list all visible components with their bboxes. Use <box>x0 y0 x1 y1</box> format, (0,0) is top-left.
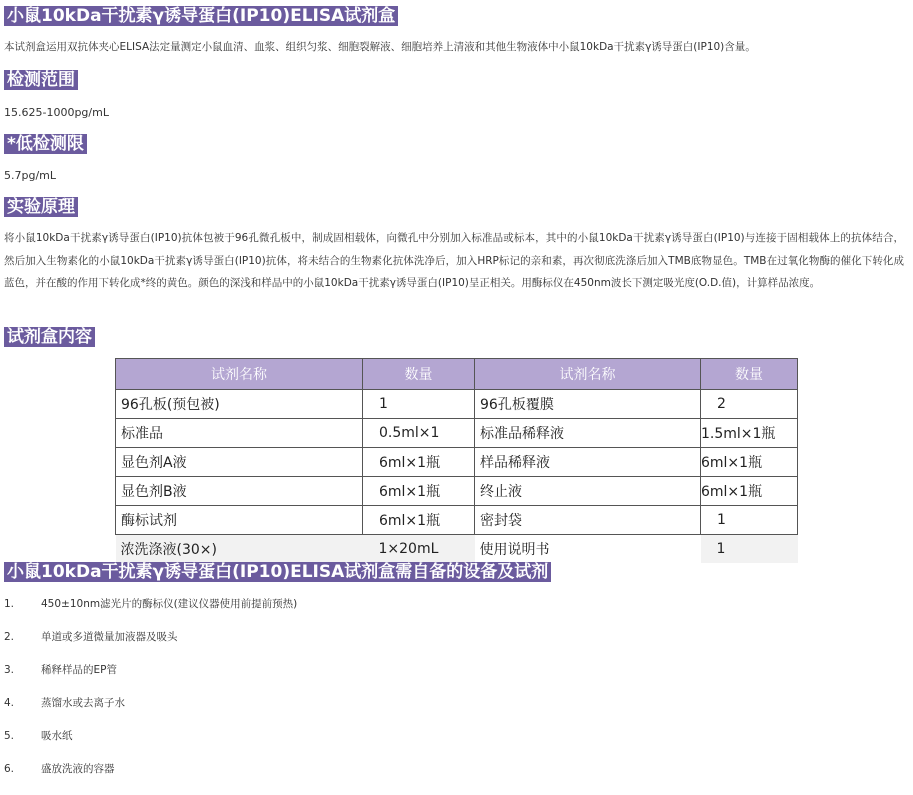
table-row <box>116 535 798 564</box>
table-cell: 1 <box>701 535 798 564</box>
table-cell: 6ml×1瓶 <box>701 477 798 506</box>
list-item-number: 5. <box>4 730 15 742</box>
list-item <box>4 762 297 795</box>
table-row <box>116 506 798 535</box>
table-cell: 1 <box>701 506 798 535</box>
table-cell: 1×20mL <box>363 535 475 564</box>
range-value: 15.625-1000pg/mL <box>4 106 109 119</box>
table-cell: 6ml×1瓶 <box>363 477 475 506</box>
table-header-row <box>116 359 798 390</box>
list-item-number: 2. <box>4 631 15 643</box>
list-item <box>4 597 297 630</box>
table-cell: 酶标试剂 <box>116 506 363 535</box>
principle-text: 将小鼠10kDa干扰素γ诱导蛋白(IP10)抗体包被于96孔微孔板中，制成固相载体，向微孔中分别加入标准品或标本，其中的小鼠10kDa干扰素γ诱导蛋白(IP10)与连接于固相载体上的抗体结合，然后加入生物素化的小鼠10kDa干扰素γ诱导蛋白(IP10)抗体，将未结合的生物素化抗体洗净后，加入HRP标记的亲和素，再次彻底洗涤后加入TMB底物显色。TMB在过氧化物酶的催化下转化成蓝色，并在酸的作用下转化成*终的黄色。颜色的深浅和样品中的小鼠10kDa干扰素γ诱导蛋白(IP10)呈正相关。用酶标仪在450nm波长下测定吸光度(O.D.值)，计算样品浓度。 <box>4 232 904 289</box>
table-cell: 96孔板覆膜 <box>475 390 701 419</box>
header-quantity: 数量 <box>363 359 475 390</box>
list-item <box>4 663 297 696</box>
table-cell: 1.5ml×1瓶 <box>701 419 798 448</box>
list-item-text: 盛放洗液的容器 <box>41 763 115 775</box>
table-cell: 6ml×1瓶 <box>363 506 475 535</box>
section-heading-principle: 实验原理 <box>4 197 78 217</box>
section-heading-limit: *低检测限 <box>4 134 87 154</box>
list-item-text: 吸水纸 <box>41 730 73 742</box>
header-reagent-name: 试剂名称 <box>116 359 363 390</box>
header-quantity: 数量 <box>701 359 798 390</box>
list-item-text: 稀释样品的EP管 <box>41 664 117 676</box>
list-item <box>4 630 297 663</box>
table-row <box>116 390 798 419</box>
table-cell: 0.5ml×1 <box>363 419 475 448</box>
list-item-number: 6. <box>4 763 15 775</box>
list-item-text: 单道或多道微量加液器及吸头 <box>41 631 178 643</box>
section-heading-range: 检测范围 <box>4 70 78 90</box>
table-cell: 6ml×1瓶 <box>363 448 475 477</box>
table-cell: 6ml×1瓶 <box>701 448 798 477</box>
list-item-number: 1. <box>4 598 15 610</box>
table-cell: 样品稀释液 <box>475 448 701 477</box>
table-cell: 浓洗涤液(30×) <box>116 535 363 564</box>
table-cell: 标准品 <box>116 419 363 448</box>
list-item-number: 3. <box>4 664 15 676</box>
table-cell: 密封袋 <box>475 506 701 535</box>
table-cell: 标准品稀释液 <box>475 419 701 448</box>
table-row <box>116 448 798 477</box>
table-cell: 显色剂B液 <box>116 477 363 506</box>
page-title: 小鼠10kDa干扰素γ诱导蛋白(IP10)ELISA试剂盒 <box>4 6 398 26</box>
list-item-text: 蒸馏水或去离子水 <box>41 697 125 709</box>
section-heading-contents: 试剂盒内容 <box>4 327 95 347</box>
list-item <box>4 696 297 729</box>
header-reagent-name: 试剂名称 <box>475 359 701 390</box>
table-cell: 显色剂A液 <box>116 448 363 477</box>
table-cell: 2 <box>701 390 798 419</box>
limit-value: 5.7pg/mL <box>4 169 57 182</box>
table-row <box>116 419 798 448</box>
table-cell: 1 <box>363 390 475 419</box>
section-heading-equipment: 小鼠10kDa干扰素γ诱导蛋白(IP10)ELISA试剂盒需自备的设备及试剂 <box>4 562 551 582</box>
table-cell: 96孔板(预包被) <box>116 390 363 419</box>
table-row <box>116 477 798 506</box>
table-cell: 终止液 <box>475 477 701 506</box>
list-item-number: 4. <box>4 697 15 709</box>
kit-contents-table <box>115 358 798 563</box>
table-cell: 使用说明书 <box>475 535 701 564</box>
equipment-list <box>4 597 297 795</box>
list-item-text: 450±10nm滤光片的酶标仪(建议仪器使用前提前预热) <box>41 598 298 610</box>
list-item <box>4 729 297 762</box>
intro-text: 本试剂盒运用双抗体夹心ELISA法定量测定小鼠血清、血浆、组织匀浆、细胞裂解液、细胞培养上清液和其他生物液体中小鼠10kDa干扰素γ诱导蛋白(IP10)含量。 <box>4 41 756 53</box>
